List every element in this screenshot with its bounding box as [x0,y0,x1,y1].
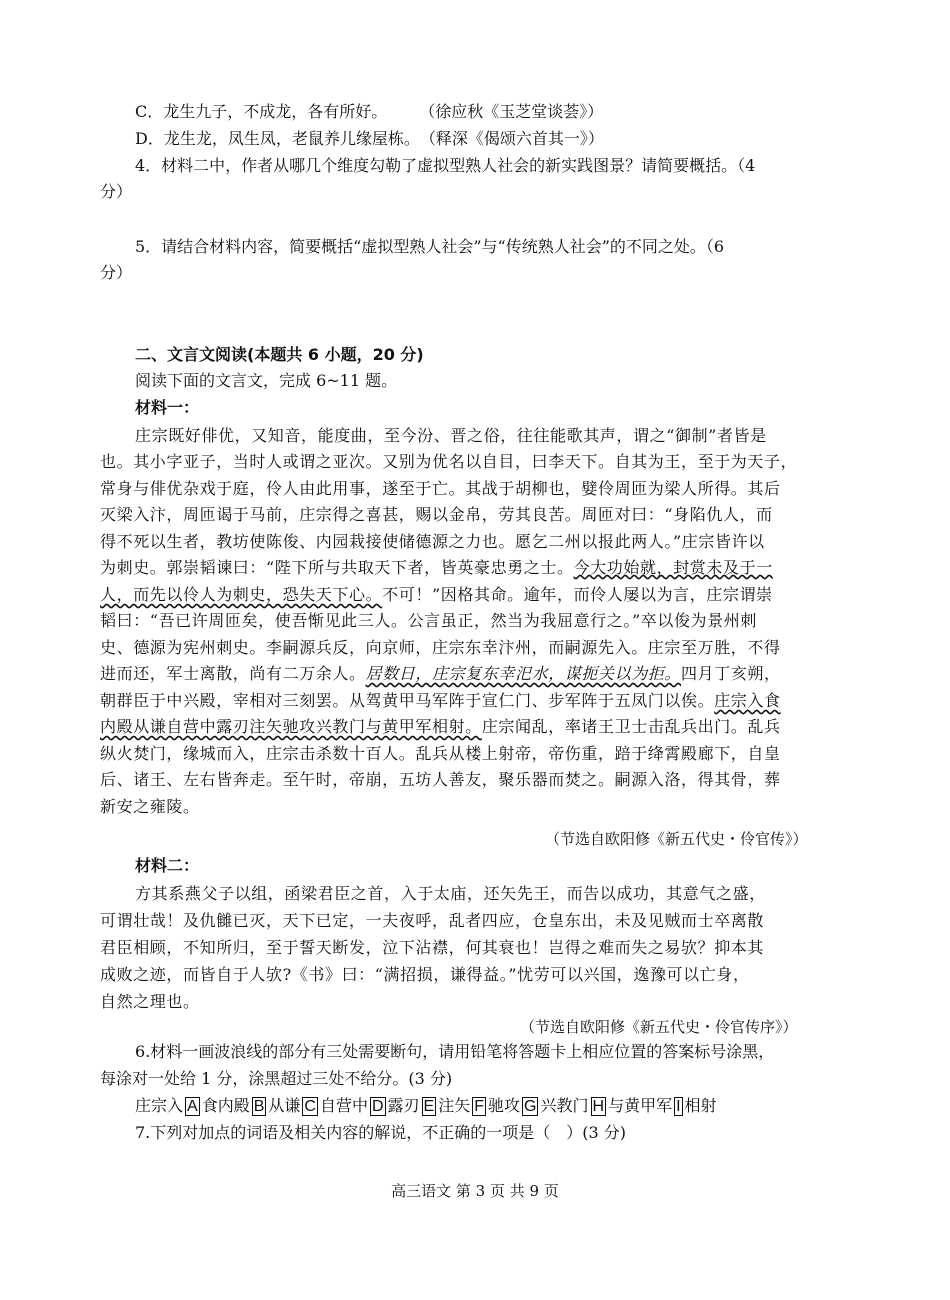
segment: 自营中 [319,1096,368,1115]
material-1-line: 后、诸王、左右皆奔走。至午时，帝崩，五坊人善友，聚乐器而焚之。嗣源入洛，得其骨，葬 [100,770,781,789]
material-1-source: （节选自欧阳修《新五代史・伶官传》） [545,830,808,848]
underlined-text: 人，而先以伶人为刺史，恐失天下心。 [100,585,383,604]
material-1-line: 进而还，军士离散，尚有二万余人。居数日，庄宗复东幸汜水，谋扼关以为拒。四月丁亥朔， [100,664,781,683]
question-5-line1: 5．请结合材料内容，简要概括“虚拟型熟人社会”与“传统熟人社会”的不同之处。（6 [135,237,725,256]
section-title: 二、文言文阅读(本题共 6 小题，20 分) [135,345,424,364]
material-1-line: 韬曰：“吾已许周匝矣，使吾惭见此三人。公言虽正，然当为我屈意行之。”卒以俊为景州刺 [100,611,757,630]
material-2-line: 可谓壮哉！及仇雠已灭，天下已定，一夫夜呼，乱者四应，仓皇东出，未及见贼而士卒离散 [100,911,765,930]
answer-box-b[interactable]: B [253,1098,265,1115]
material-1-line: 人，而先以伶人为刺史，恐失天下心。不可！”因格其命。逾年，而伶人屡以为言，庄宗谓崇 [100,585,773,604]
answer-box-f[interactable]: F [474,1098,485,1115]
question-7-line1: 7.下列对加点的词语及相关内容的解说，不正确的一项是（ ）(3 分) [135,1123,627,1142]
material-1-line: 也。其小字亚子，当时人或谓之亚次。又别为优名以自目，曰李天下。自其为王，至于为天子， [100,452,798,471]
segment: 注矢 [438,1096,471,1115]
segment: 食内殿 [201,1096,250,1115]
wavy-underlined-text: 庄宗入食 [714,691,781,710]
segment: 兴教门 [540,1096,589,1115]
material-1-line: 纵火焚门，缘城而入，庄宗击杀数十百人。乱兵从楼上射帝，帝伤重，踣于绛霄殿廊下，自皇 [100,744,781,763]
material-1-line: 为刺史。郭崇韬谏曰：“陛下所与共取天下者，皆英豪忠勇之士。今大功始就，封赏未及于一 [100,558,773,577]
page-footer: 高三语文 第 3 页 共 9 页 [391,1182,559,1200]
question-6-line1: 6.材料一画波浪线的部分有三处需要断句，请用铅笔将答题卡上相应位置的答案标号涂黑， [135,1042,775,1061]
material-2-line: 自然之理也。 [100,992,200,1011]
question-5-line2: 分） [100,263,133,282]
segment: 与黄甲军 [608,1096,673,1115]
material-2-source: （节选自欧阳修《新五代史・伶官传序》） [520,1018,798,1036]
option-c: C．龙生九子，不成龙，各有所好。 （徐应秋《玉芝堂谈荟》） [135,102,604,121]
answer-box-d[interactable]: D [371,1098,384,1115]
section-instruction: 阅读下面的文言文，完成 6~11 题。 [135,371,398,390]
material-2-line: 君臣相顾，不知所归，至于誓天断发，泣下沾襟，何其衰也！岂得之难而失之易欤？抑本其 [100,938,765,957]
segment: 露刃 [387,1096,420,1115]
material-2-label: 材料二： [135,856,200,875]
answer-box-a[interactable]: A [187,1098,198,1115]
question-6-line2: 每涂对一处给 1 分，涂黑超过三处不给分。(3 分) [100,1069,453,1088]
material-1-line: 庄宗既好俳优，又知音，能度曲，至今汾、晋之俗，往往能歌其声，谓之“御制”者皆是 [135,426,767,445]
segment: 相射 [684,1096,717,1115]
wavy-underlined-text: 内殿从谦自营中露刃注矢驰攻兴教门与黄甲军相射。 [100,717,482,736]
material-1-line: 常身与俳优杂戏于庭，伶人由此用事，遂至于亡。其战于胡柳也，嬖伶周匝为梁人所得。其后 [100,479,781,498]
break-option-row [135,1096,717,1116]
material-1-line: 灭梁入汴，周匝谒于马前，庄宗得之喜甚，赐以金帛，劳其良苦。周匝对曰：“身陷仇人，而 [100,505,773,524]
segment: 驰攻 [488,1096,521,1115]
segment: 从谦 [268,1096,301,1115]
material-1-label: 材料一： [135,398,200,417]
material-1-line: 内殿从谦自营中露刃注矢驰攻兴教门与黄甲军相射。庄宗闻乱，率诸王卫士击乱兵出门。乱兵 [100,717,781,736]
question-4-line1: 4．材料二中，作者从哪几个维度勾勒了虚拟型熟人社会的新实践图景？请简要概括。（4 [135,156,756,175]
segment: 庄宗入 [135,1096,184,1115]
underlined-text: 今大功始就，封赏未及于一 [573,558,773,577]
question-4-line2: 分） [100,182,133,201]
material-1-line: 史、德源为宪州刺史。李嗣源兵反，向京师，庄宗东幸汴州，而嗣源先入。庄宗至万胜，不得 [100,638,781,657]
answer-box-g[interactable]: G [524,1098,537,1115]
material-1-line: 朝群臣于中兴殿，宰相对三刻罢。从驾黄甲马军阵于宣仁门、步军阵于五凤门以俟。庄宗入食 [100,691,781,710]
material-1-line: 得不死以生者，教坊使陈俊、内园栽接使储德源之力也。愿乞二州以报此两人。”庄宗皆许以 [100,532,765,551]
underlined-text: 居数日，庄宗复东幸汜水，谋扼关以为拒。 [365,664,682,683]
material-2-line: 方其系燕父子以组，函梁君臣之首，入于太庙，还矢先王，而告以成功，其意气之盛， [135,884,766,903]
material-1-line: 新安之雍陵。 [100,797,200,816]
answer-box-c[interactable]: C [304,1098,316,1115]
answer-box-i[interactable]: I [676,1098,681,1115]
option-d: D．龙生龙，凤生凤，老鼠养儿缘屋栋。 （释深《偈颂六首其一》） [135,129,604,148]
answer-box-h[interactable]: H [592,1098,605,1115]
material-2-line: 成败之迹，而皆自于人欤?《书》曰：“满招损，谦得益。”忧劳可以兴国，逸豫可以亡身， [100,965,750,984]
answer-box-e[interactable]: E [423,1098,435,1115]
